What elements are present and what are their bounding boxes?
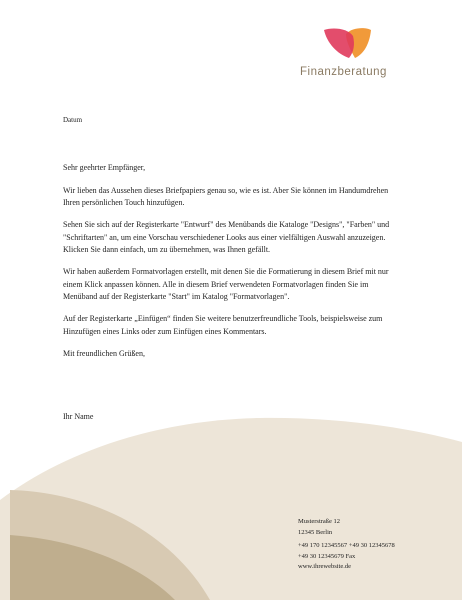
paragraph-3: Wir haben außerdem Formatvorlagen erstellt, mit denen Sie die Formatierung in diesem Brief mit nur einem Klick anpassen können. Alle in diesem Brief verwendeten Formatvorlagen finden Sie im Menüband auf der Registerkarte "Start" im Katalog "Formatvorlagen". <box>63 267 389 301</box>
magenta-leaf <box>324 28 354 58</box>
address-fax: +49 30 12345679 Fax <box>298 552 356 560</box>
address-phone: +49 170 12345567 +49 30 12345678 <box>298 542 395 549</box>
footer-address <box>298 517 395 573</box>
paragraph-4: Auf der Registerkarte „Einfügen“ finden Sie weitere benutzerfreundliche Tools, beispielsweise zum Hinzufügen eines Links oder zum Einfügen eines Kommentars. <box>63 314 383 336</box>
address-website[interactable]: www.ihrewebsite.de <box>298 563 352 570</box>
paragraph-2: Sehen Sie sich auf der Registerkarte "Entwurf" des Menübands die Kataloge "Designs", "Farben" und "Schriftarten" an, um eine Vorschau verschiedener Looks aus einer vielfältigen Auswahl anzuzeigen. Klicken Sie dann einfach, um zu übernehmen, was Ihnen gefällt. <box>63 220 390 254</box>
date-label: Datum <box>63 116 83 124</box>
signature: Ihr Name <box>63 412 94 421</box>
address-street: Musterstraße 12 <box>298 518 341 525</box>
greeting: Sehr geehrter Empfänger, <box>63 163 146 172</box>
brand-name: Finanzberatung <box>300 66 387 78</box>
letter-body <box>63 162 403 360</box>
logo-icon <box>322 26 372 60</box>
address-city: 12345 Berlin <box>298 528 333 536</box>
closing: Mit freundlichen Grüßen, <box>63 348 145 358</box>
paragraph-1: Wir lieben das Aussehen dieses Briefpapiers genau so, wie es ist. Aber Sie können im Handumdrehen Ihren persönlichen Touch hinzufügen. <box>63 185 389 207</box>
